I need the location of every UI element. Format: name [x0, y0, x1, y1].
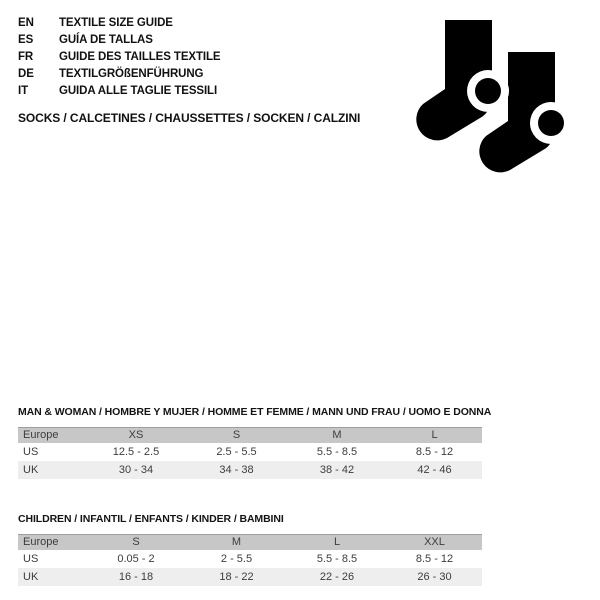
language-row: [18, 32, 221, 49]
size-column-header: XXL: [424, 536, 445, 549]
table-header-row: [18, 535, 482, 550]
size-cell: 12.5 - 2.5: [112, 445, 160, 458]
table-row-uk: [18, 461, 482, 479]
language-label: GUIDE DES TAILLES TEXTILE: [59, 51, 221, 63]
language-row: [18, 83, 221, 100]
size-cell: 22 - 26: [319, 570, 355, 583]
language-row: [18, 49, 221, 66]
category-line: SOCKS / CALCETINES / CHAUSSETTES / SOCKEN / CALZINI: [18, 111, 361, 125]
table-header-row: [18, 428, 482, 443]
size-cell: 26 - 30: [417, 570, 452, 583]
size-column-header: XS: [128, 429, 144, 442]
size-column-header: S: [232, 429, 241, 442]
size-table-section-children: [18, 513, 482, 586]
size-cell: 38 - 42: [319, 463, 355, 476]
size-cell: 8.5 - 12: [415, 445, 454, 458]
size-cell: 42 - 46: [417, 463, 452, 476]
size-column-header: S: [132, 536, 140, 549]
language-label: GUIDA ALLE TAGLIE TESSILI: [59, 85, 218, 97]
table-title: CHILDREN / INFANTIL / ENFANTS / KINDER / BAMBINI: [18, 513, 284, 525]
size-table-section-man-woman: [18, 406, 492, 479]
size-cell: 30 - 34: [118, 463, 154, 476]
size-cell: 34 - 38: [219, 463, 254, 476]
language-code: EN: [18, 17, 34, 29]
heel-circle-inner: [538, 110, 564, 136]
size-cell: 5.5 - 8.5: [316, 552, 358, 565]
table-row-uk: [18, 568, 482, 586]
size-cell: 18 - 22: [219, 570, 254, 583]
size-column-header: L: [333, 536, 341, 549]
size-column-header: M: [231, 536, 242, 549]
table-row-us: [18, 550, 482, 568]
size-column-header: M: [332, 429, 342, 442]
region-cell: US: [23, 552, 39, 565]
size-cell: 5.5 - 8.5: [316, 445, 358, 458]
size-cell: 8.5 - 12: [415, 552, 454, 565]
region-column-header: Europe: [23, 429, 59, 442]
table-row-us: [18, 443, 482, 461]
size-cell: 2 - 5.5: [220, 552, 253, 565]
language-code: DE: [18, 68, 34, 80]
region-column-header: Europe: [23, 536, 59, 549]
language-label: TEXTILE SIZE GUIDE: [59, 17, 173, 29]
language-code: IT: [18, 85, 29, 97]
socks-icon: [395, 10, 575, 180]
table-title: MAN & WOMAN / HOMBRE Y MUJER / HOMME ET FEMME / MANN UND FRAU / UOMO E DONNA: [18, 406, 492, 418]
size-cell: 2.5 - 5.5: [216, 445, 257, 458]
size-column-header: L: [431, 429, 438, 442]
region-cell: UK: [23, 570, 39, 583]
language-label: TEXTILGRÖßENFÜHRUNG: [59, 68, 204, 80]
language-code: FR: [18, 51, 34, 63]
language-label: GUÍA DE TALLAS: [59, 34, 153, 46]
region-cell: US: [23, 445, 39, 458]
language-code: ES: [18, 34, 34, 46]
size-table-children: [18, 534, 482, 586]
size-cell: 0.05 - 2: [117, 552, 155, 565]
language-list: [18, 15, 221, 100]
heel-circle-inner: [475, 78, 501, 104]
size-table-man-woman: [18, 427, 482, 479]
size-cell: 16 - 18: [118, 570, 154, 583]
region-cell: UK: [23, 463, 39, 476]
language-row: [18, 15, 221, 32]
language-row: [18, 66, 221, 83]
